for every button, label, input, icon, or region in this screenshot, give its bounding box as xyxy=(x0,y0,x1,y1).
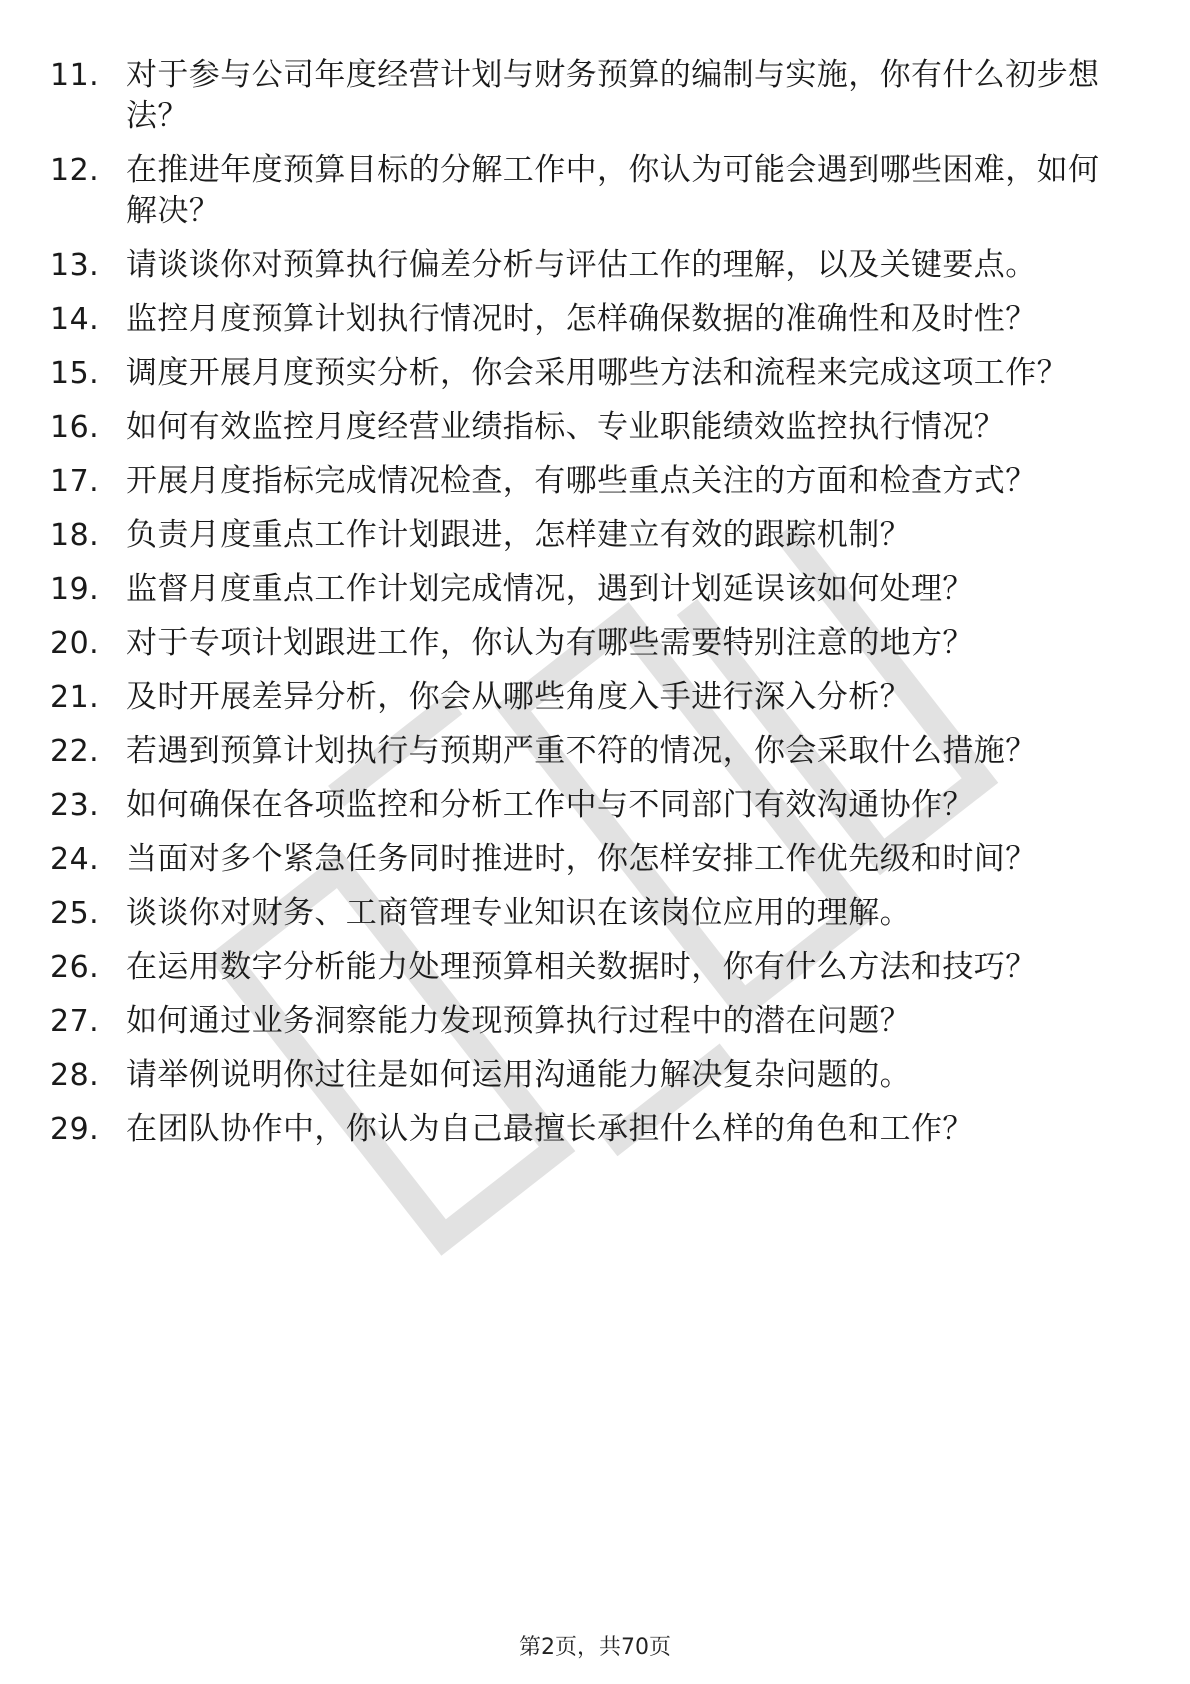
question-text: 若遇到预算计划执行与预期严重不符的情况，你会采取什么措施？ xyxy=(126,733,1037,769)
question-number-label: 24. xyxy=(50,842,100,877)
question-text: 在运用数字分析能力处理预算相关数据时，你有什么方法和技巧？ xyxy=(126,949,1037,985)
question-text: 监督月度重点工作计划完成情况，遇到计划延误该如何处理？ xyxy=(126,571,974,607)
question-text: 对于参与公司年度经营计划与财务预算的编制与实施，你有什么初步想法？ xyxy=(126,57,1100,134)
question-number xyxy=(0,1001,126,1042)
question-item xyxy=(0,893,1190,934)
question-number xyxy=(0,677,126,718)
question-item xyxy=(0,515,1190,556)
question-number xyxy=(0,55,126,96)
question-number xyxy=(0,515,126,556)
question-number xyxy=(0,785,126,826)
page-footer: 第2页，共70页 xyxy=(519,1635,671,1660)
question-number-label: 15. xyxy=(50,356,100,391)
question-number xyxy=(0,461,126,502)
question-text: 及时开展差异分析，你会从哪些角度入手进行深入分析？ xyxy=(126,679,911,715)
question-item xyxy=(0,407,1190,448)
question-text: 在推进年度预算目标的分解工作中，你认为可能会遇到哪些困难，如何解决？ xyxy=(126,152,1100,229)
question-number-label: 11. xyxy=(50,58,100,93)
question-text: 谈谈你对财务、工商管理专业知识在该岗位应用的理解。 xyxy=(126,895,911,931)
question-text: 调度开展月度预实分析，你会采用哪些方法和流程来完成这项工作？ xyxy=(126,355,1068,391)
question-number xyxy=(0,407,126,448)
question-item xyxy=(0,623,1190,664)
question-number xyxy=(0,299,126,340)
question-text: 请举例说明你过往是如何运用沟通能力解决复杂问题的。 xyxy=(126,1057,911,1093)
question-number-label: 18. xyxy=(50,518,100,553)
question-number xyxy=(0,569,126,610)
question-number xyxy=(0,893,126,934)
question-number-label: 22. xyxy=(50,734,100,769)
question-number-label: 27. xyxy=(50,1004,100,1039)
question-number-label: 13. xyxy=(50,248,100,283)
question-number xyxy=(0,623,126,664)
question-number-label: 19. xyxy=(50,572,100,607)
question-text: 如何通过业务洞察能力发现预算执行过程中的潜在问题？ xyxy=(126,1003,911,1039)
question-item xyxy=(0,461,1190,502)
question-number xyxy=(0,150,126,191)
question-number xyxy=(0,353,126,394)
question-text: 开展月度指标完成情况检查，有哪些重点关注的方面和检查方式？ xyxy=(126,463,1037,499)
question-item xyxy=(0,569,1190,610)
question-number xyxy=(0,1109,126,1150)
question-number-label: 17. xyxy=(50,464,100,499)
question-item xyxy=(0,731,1190,772)
question-text: 对于专项计划跟进工作，你认为有哪些需要特别注意的地方？ xyxy=(126,625,974,661)
question-number-label: 25. xyxy=(50,896,100,931)
question-text: 如何有效监控月度经营业绩指标、专业职能绩效监控执行情况？ xyxy=(126,409,1006,445)
question-number-label: 16. xyxy=(50,410,100,445)
question-text: 监控月度预算计划执行情况时，怎样确保数据的准确性和及时性？ xyxy=(126,301,1037,337)
question-number-label: 21. xyxy=(50,680,100,715)
question-item xyxy=(0,1055,1190,1096)
question-number-label: 29. xyxy=(50,1112,100,1147)
question-item xyxy=(0,55,1190,137)
question-text: 在团队协作中，你认为自己最擅长承担什么样的角色和工作？ xyxy=(126,1111,974,1147)
question-text: 如何确保在各项监控和分析工作中与不同部门有效沟通协作？ xyxy=(126,787,974,823)
question-item xyxy=(0,785,1190,826)
question-text: 当面对多个紧急任务同时推进时，你怎样安排工作优先级和时间？ xyxy=(126,841,1037,877)
question-number xyxy=(0,731,126,772)
question-number-label: 28. xyxy=(50,1058,100,1093)
question-item xyxy=(0,353,1190,394)
question-number-label: 12. xyxy=(50,153,100,188)
question-text: 负责月度重点工作计划跟进，怎样建立有效的跟踪机制？ xyxy=(126,517,911,553)
question-item xyxy=(0,245,1190,286)
question-item xyxy=(0,1001,1190,1042)
question-list xyxy=(0,55,1190,1150)
question-number xyxy=(0,1055,126,1096)
question-number-label: 20. xyxy=(50,626,100,661)
question-number xyxy=(0,839,126,880)
question-item xyxy=(0,839,1190,880)
question-item xyxy=(0,677,1190,718)
question-item xyxy=(0,150,1190,232)
question-item xyxy=(0,1109,1190,1150)
question-number xyxy=(0,947,126,988)
question-number xyxy=(0,245,126,286)
question-number-label: 26. xyxy=(50,950,100,985)
question-number-label: 23. xyxy=(50,788,100,823)
question-item xyxy=(0,299,1190,340)
question-number-label: 14. xyxy=(50,302,100,337)
question-item xyxy=(0,947,1190,988)
question-text: 请谈谈你对预算执行偏差分析与评估工作的理解，以及关键要点。 xyxy=(126,247,1037,283)
